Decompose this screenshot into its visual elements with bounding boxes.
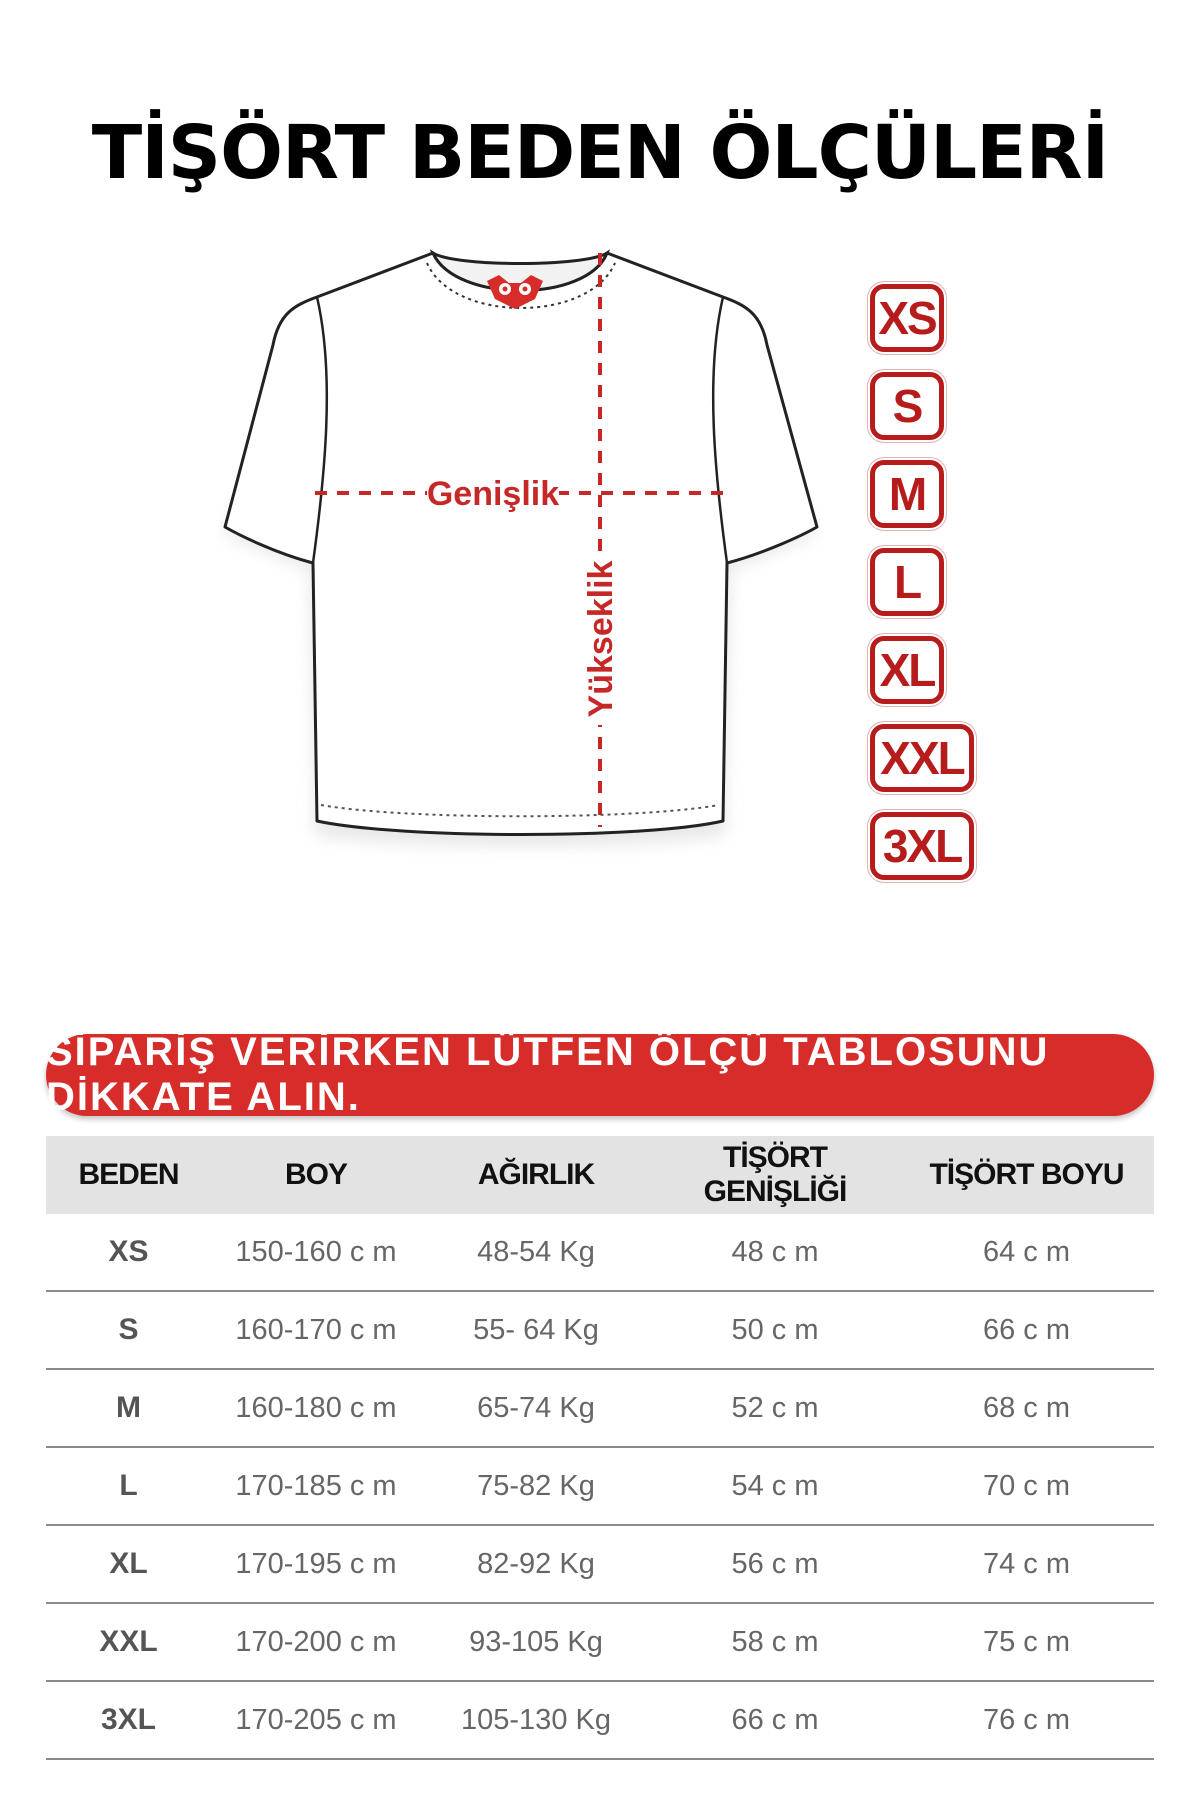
cell-height: 160-180 c m [235, 1391, 397, 1424]
header-height: BOY [284, 1158, 347, 1191]
table-row [46, 1214, 1154, 1292]
cell-size: 3XL [100, 1703, 157, 1736]
height-label: Yükseklik [582, 560, 620, 718]
size-table [46, 1136, 1154, 1760]
cell-height: 150-160 c m [235, 1235, 397, 1268]
size-badge-xl: XL [870, 636, 944, 704]
tshirt-diagram [205, 235, 835, 955]
header-weight: AĞIRLIK [477, 1158, 595, 1191]
cell-shirt-width: 48 c m [731, 1235, 819, 1268]
cell-shirt-length: 76 c m [982, 1703, 1071, 1736]
cell-weight: 48-54 Kg [477, 1235, 595, 1268]
cell-shirt-width: 50 c m [731, 1313, 819, 1346]
cell-shirt-width: 58 c m [731, 1625, 819, 1658]
cell-shirt-length: 64 c m [982, 1235, 1071, 1268]
size-badge-3xl: 3XL [870, 812, 974, 880]
header-shirt-width: TİŞÖRT GENİŞLİĞİ [703, 1141, 847, 1208]
page-title: TİŞÖRT BEDEN ÖLÇÜLERİ [91, 110, 1109, 196]
cell-height: 160-170 c m [235, 1313, 397, 1346]
cell-weight: 75-82 Kg [477, 1469, 595, 1502]
cell-weight: 65-74 Kg [477, 1391, 595, 1424]
cell-shirt-width: 56 c m [731, 1547, 819, 1580]
cell-shirt-length: 68 c m [982, 1391, 1071, 1424]
cell-size: XL [109, 1547, 148, 1580]
table-row [46, 1604, 1154, 1682]
cell-height: 170-195 c m [235, 1547, 397, 1580]
order-notice-banner: SİPARİŞ VERİRKEN LÜTFEN ÖLÇÜ TABLOSUNU DİKKATE ALIN. [46, 1034, 1154, 1116]
cell-shirt-length: 70 c m [982, 1469, 1071, 1502]
cell-size: S [118, 1313, 139, 1346]
cell-shirt-length: 75 c m [982, 1625, 1071, 1658]
width-label: Genişlik [426, 475, 560, 513]
table-row [46, 1292, 1154, 1370]
table-header [46, 1136, 1154, 1214]
header-shirt-length: TİŞÖRT BOYU [929, 1158, 1124, 1191]
cell-shirt-length: 66 c m [982, 1313, 1071, 1346]
cell-height: 170-205 c m [235, 1703, 397, 1736]
cell-size: XS [108, 1235, 149, 1268]
cell-height: 170-185 c m [235, 1469, 397, 1502]
size-badge-list [870, 284, 990, 900]
cell-shirt-width: 52 c m [731, 1391, 819, 1424]
cell-weight: 105-130 Kg [461, 1703, 611, 1736]
cell-shirt-width: 66 c m [731, 1703, 819, 1736]
tshirt-illustration [205, 235, 835, 955]
cell-shirt-width: 54 c m [731, 1469, 819, 1502]
cell-size: L [119, 1469, 138, 1502]
cell-weight: 55- 64 Kg [473, 1313, 599, 1346]
cell-weight: 82-92 Kg [477, 1547, 595, 1580]
table-row [46, 1682, 1154, 1760]
size-badge-xs: XS [870, 284, 944, 352]
cell-shirt-length: 74 c m [982, 1547, 1071, 1580]
table-row [46, 1448, 1154, 1526]
cell-height: 170-200 c m [235, 1625, 397, 1658]
cell-size: XXL [99, 1625, 158, 1658]
table-row [46, 1370, 1154, 1448]
table-row [46, 1526, 1154, 1604]
cell-size: M [116, 1391, 141, 1424]
header-size: BEDEN [78, 1158, 179, 1191]
size-badge-l: L [870, 548, 944, 616]
size-badge-xxl: XXL [870, 724, 974, 792]
cell-weight: 93-105 Kg [469, 1625, 603, 1658]
size-badge-m: M [870, 460, 944, 528]
size-badge-s: S [870, 372, 944, 440]
